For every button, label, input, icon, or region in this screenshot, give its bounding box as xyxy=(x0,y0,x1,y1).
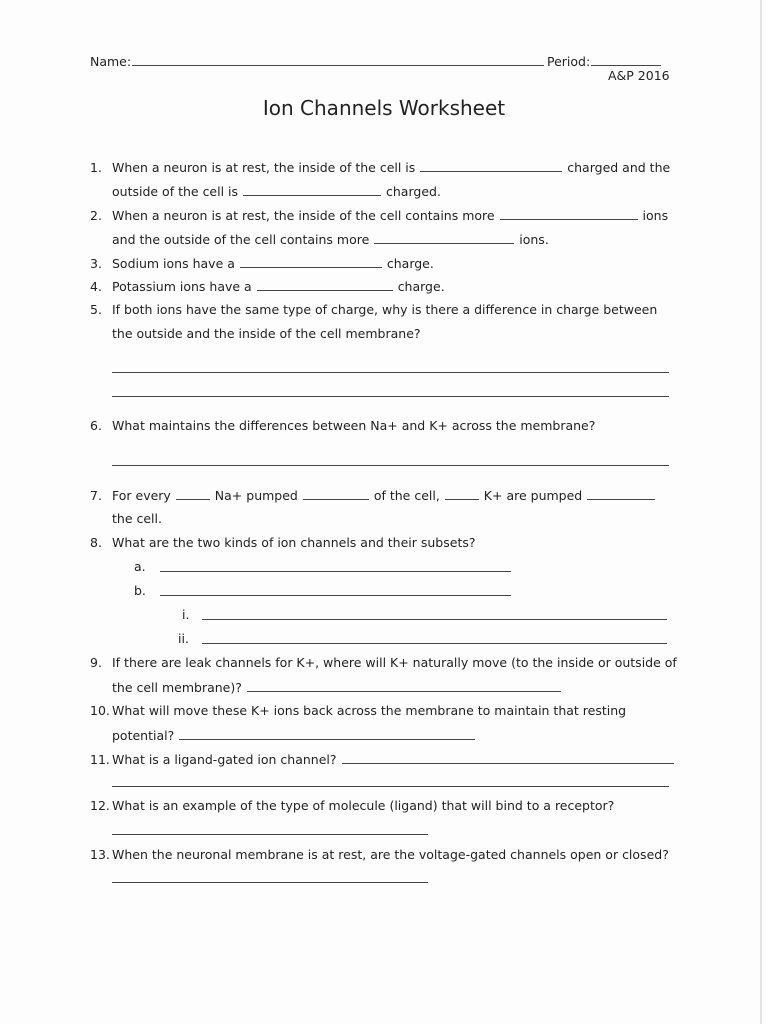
question-13: 13. When the neuronal membrane is at rest, are the voltage-gated channels open or closed? xyxy=(90,847,669,862)
question-6: 6. What maintains the differences between Na+ and K+ across the membrane? xyxy=(90,418,596,433)
question-11: 11. What is a ligand-gated ion channel? xyxy=(90,751,675,768)
question-3: 3. Sodium ions have a charge. xyxy=(90,256,434,271)
name-blank[interactable] xyxy=(132,53,544,66)
question-12: 12. What is an example of the type of molecule (ligand) that will bind to a receptor? xyxy=(90,798,615,813)
question-8: 8. What are the two kinds of ion channels and their subsets? xyxy=(90,535,476,550)
q11-answer-line[interactable] xyxy=(112,786,669,787)
q11-blank[interactable] xyxy=(342,751,674,764)
q4-blank[interactable] xyxy=(257,278,393,291)
q8-sub-b: b. xyxy=(134,583,146,598)
period-label: Period: xyxy=(547,54,591,69)
page-edge xyxy=(760,0,762,1024)
q7-blank-1[interactable] xyxy=(176,487,210,500)
q7-blank-2[interactable] xyxy=(303,487,369,500)
question-10: 10. What will move these K+ ions back across the membrane to maintain that resting xyxy=(90,703,627,718)
question-2: 2. When a neuron is at rest, the inside of the cell contains more ions xyxy=(90,208,669,223)
q8-b-answer-line[interactable] xyxy=(160,595,511,596)
q8-sub-i: i. xyxy=(182,607,190,622)
q8-sub-a: a. xyxy=(134,559,146,574)
q9-blank[interactable] xyxy=(247,679,561,692)
q2-blank-1[interactable] xyxy=(500,207,638,220)
period-blank[interactable] xyxy=(591,53,661,66)
question-2-cont: and the outside of the cell contains more ions. xyxy=(112,232,549,247)
question-5-cont: the outside and the inside of the cell membrane? xyxy=(112,326,421,341)
q8-i-answer-line[interactable] xyxy=(202,619,667,620)
q13-answer-line[interactable] xyxy=(112,882,428,883)
q8-sub-ii: ii. xyxy=(178,631,189,646)
question-4: 4. Potassium ions have a charge. xyxy=(90,279,445,294)
course-label: A&P 2016 xyxy=(608,68,670,83)
q8-a-answer-line[interactable] xyxy=(160,571,511,572)
q7-blank-3[interactable] xyxy=(445,487,479,500)
question-7-cont: the cell. xyxy=(112,511,162,526)
q5-answer-line-1[interactable] xyxy=(112,372,669,373)
question-7: 7. For every Na+ pumped of the cell, K+ are pumped xyxy=(90,487,656,504)
question-9: 9. If there are leak channels for K+, where will K+ naturally move (to the inside or outside of xyxy=(90,655,677,670)
question-10-cont: potential? xyxy=(112,727,476,744)
question-5: 5. If both ions have the same type of charge, why is there a difference in charge between xyxy=(90,302,658,317)
q2-blank-2[interactable] xyxy=(374,231,514,244)
name-label: Name: xyxy=(90,54,132,69)
name-line xyxy=(90,53,545,70)
q8-ii-answer-line[interactable] xyxy=(202,643,667,644)
q10-blank[interactable] xyxy=(179,727,475,740)
q1-blank-2[interactable] xyxy=(243,183,381,196)
q6-answer-line[interactable] xyxy=(112,465,669,466)
question-1-cont: outside of the cell is charged. xyxy=(112,184,441,199)
q5-answer-line-2[interactable] xyxy=(112,396,669,397)
q1-blank-1[interactable] xyxy=(420,159,562,172)
question-1: 1. When a neuron is at rest, the inside of the cell is charged and the xyxy=(90,160,671,175)
q3-blank[interactable] xyxy=(240,255,382,268)
q12-answer-line[interactable] xyxy=(112,834,428,835)
question-9-cont: the cell membrane)? xyxy=(112,679,562,696)
q7-blank-4[interactable] xyxy=(587,487,655,500)
page-title: Ion Channels Worksheet xyxy=(262,96,506,120)
